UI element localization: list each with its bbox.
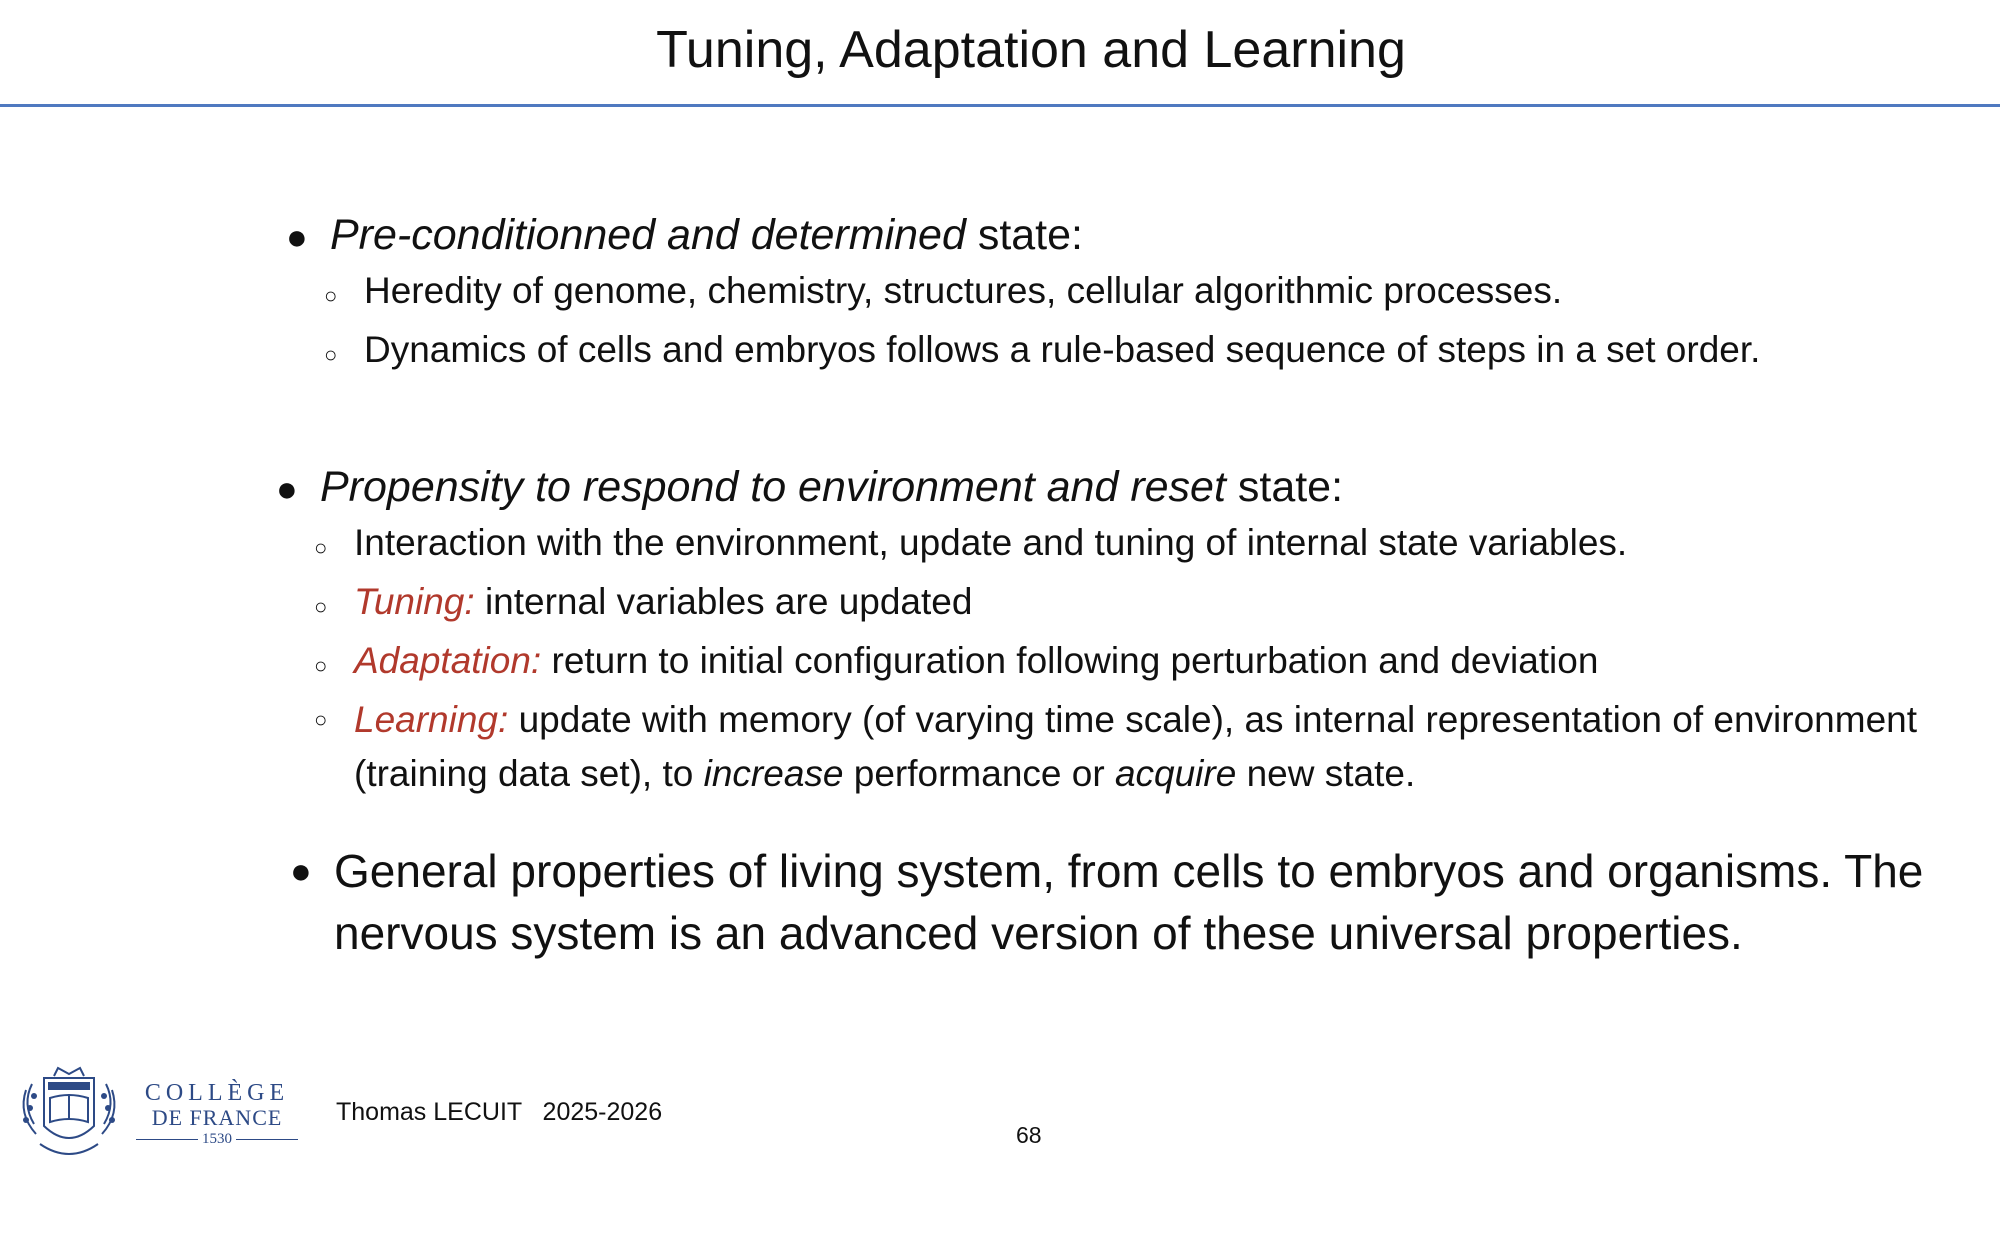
logo-line-college: COLLÈGE <box>144 1080 290 1106</box>
slide-title: Tuning, Adaptation and Learning <box>656 21 1406 79</box>
logo-year: 1530 <box>202 1131 232 1147</box>
title-divider <box>0 104 2000 107</box>
sub-list-preconditioned <box>324 264 1986 382</box>
crest-icon <box>14 1064 124 1172</box>
heading-italic: Pre-conditionned and determined <box>330 211 966 259</box>
bullet-heading-preconditioned <box>286 208 1986 264</box>
heading-italic: Propensity to respond to environment and reset <box>320 463 1226 511</box>
section-general <box>290 840 1970 964</box>
ring-bullet-icon: ○ <box>324 283 338 308</box>
heading-rest: state: <box>1225 463 1344 511</box>
general-text: General properties of living system, from cells to embryos and organisms. The nervous system is an advanced version of these universal properties. <box>334 845 1924 959</box>
heading-rest: state: <box>965 211 1083 259</box>
list-item-adaptation: ○ Adaptation: return to initial configuration following perturbation and deviation <box>314 634 1976 693</box>
logo-rule-right <box>236 1139 298 1140</box>
section-propensity <box>276 460 1976 801</box>
sub-list-propensity <box>314 516 1976 801</box>
term-tuning: Tuning: <box>354 581 475 622</box>
list-item: ○ Heredity of genome, chemistry, structures, cellular algorithmic processes. <box>324 264 1986 323</box>
ring-bullet-icon: ○ <box>314 707 328 732</box>
page-number: 68 <box>1016 1122 1042 1148</box>
ring-bullet-icon: ○ <box>314 594 328 619</box>
logo-rule-left <box>136 1139 198 1140</box>
bullet-heading-propensity <box>276 460 1976 516</box>
term-learning: Learning: <box>354 699 509 740</box>
list-item: ○ Dynamics of cells and embryos follows a rule-based sequence of steps in a set order. <box>324 323 1986 382</box>
bullet-dot-icon: ● <box>286 216 308 257</box>
college-de-france-logo <box>14 1064 290 1172</box>
term-adaptation: Adaptation: <box>354 640 542 681</box>
bullet-dot-icon: ● <box>290 850 312 891</box>
footer-author: Thomas LECUIT 2025-2026 <box>336 1098 663 1126</box>
ring-bullet-icon: ○ <box>314 535 328 560</box>
logo-line-de-france: DE FRANCE <box>151 1105 283 1130</box>
ring-bullet-icon: ○ <box>324 342 338 367</box>
section-preconditioned <box>286 208 1986 382</box>
ring-bullet-icon: ○ <box>314 653 328 678</box>
list-item-tuning: ○ Tuning: internal variables are updated <box>314 575 1976 634</box>
list-item: ○ Interaction with the environment, update and tuning of internal state variables. <box>314 516 1976 575</box>
list-item-learning: ○ Learning: update with memory (of varying time scale), as internal representation of environment (training data set), to increase performance or acquire new state. <box>314 693 1976 801</box>
bullet-dot-icon: ● <box>276 468 298 509</box>
